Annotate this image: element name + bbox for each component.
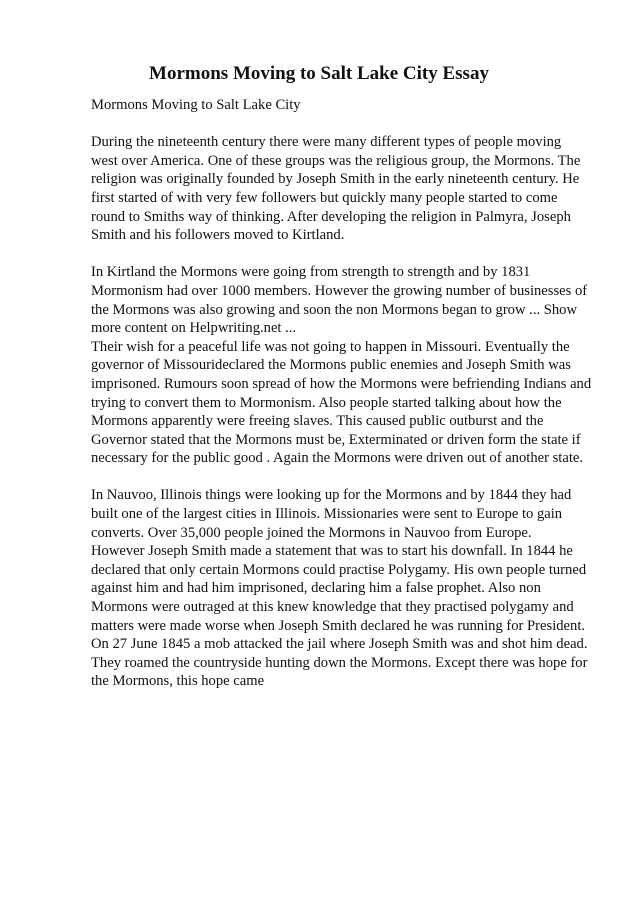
text-line: In Kirtland the Mormons were going from strength to strength and by 1831: [91, 264, 531, 281]
text-line: However Joseph Smith made a statement that was to start his downfall. In 1844 he: [91, 543, 573, 560]
text-line: against him and had him imprisoned, declaring him a false prophet. Also non: [91, 580, 541, 597]
text-line: During the nineteenth century there were many different types of people moving: [91, 134, 562, 151]
text-line: Mormons were outraged at this knew knowledge that they practised polygamy and: [91, 599, 574, 616]
text-line: first started of with very few followers but quickly many people started to come: [91, 189, 558, 206]
paragraph-2: [91, 263, 591, 337]
text-line: converts. Over 35,000 people joined the Mormons in Nauvoo from Europe.: [91, 524, 532, 541]
text-line: governor of Missourideclared the Mormons public enemies and Joseph Smith was: [91, 357, 571, 374]
text-line: round to Smiths way of thinking. After developing the religion in Palmyra, Joseph: [91, 208, 571, 225]
text-line: declared that only certain Mormons could practise Polygamy. His own people turned: [91, 561, 587, 578]
text-line: imprisoned. Rumours soon spread of how the Mormons were befriending Indians and: [91, 375, 592, 392]
text-line: Smith and his followers moved to Kirtland.: [91, 227, 345, 244]
essay-subtitle: Mormons Moving to Salt Lake City: [91, 97, 301, 113]
text-line: the Mormons, this hope came: [91, 673, 265, 690]
page-title: Mormons Moving to Salt Lake City Essay: [149, 63, 489, 84]
text-line: trying to convert them to Mormonism. Also people started talking about how the: [91, 394, 562, 411]
paragraph-3: [91, 338, 591, 468]
text-line: Mormons apparently were freeing slaves. This caused public outburst and the: [91, 413, 544, 430]
paragraph-1: [91, 133, 591, 245]
text-line: Governor stated that the Mormons must be, Exterminated or driven form the state if: [91, 431, 581, 448]
text-line: built one of the largest cities in Illinois. Missionaries were sent to Europe to gain: [91, 506, 563, 523]
paragraph-4: [91, 486, 591, 691]
text-line: Mormonism had over 1000 members. However the growing number of businesses of: [91, 282, 588, 299]
essay-body: [91, 96, 591, 710]
text-line: Their wish for a peaceful life was not going to happen in Missouri. Eventually the: [91, 338, 570, 355]
text-line: They roamed the countryside hunting down the Mormons. Except there was hope for: [91, 654, 588, 671]
text-line: On 27 June 1845 a mob attacked the jail where Joseph Smith was and shot him dead.: [91, 636, 588, 653]
text-line: more content on Helpwriting.net ...: [91, 320, 297, 337]
text-line: west over America. One of these groups was the religious group, the Mormons. The: [91, 152, 581, 169]
text-line: In Nauvoo, Illinois things were looking up for the Mormons and by 1844 they had: [91, 487, 572, 504]
text-line: religion was originally founded by Joseph Smith in the early nineteenth century. He: [91, 171, 580, 188]
text-line: the Mormons was also growing and soon the non Mormons began to grow ... Show: [91, 301, 578, 318]
text-line: necessary for the public good . Again the Mormons were driven out of another state.: [91, 450, 583, 467]
text-line: matters were made worse when Joseph Smith declared he was running for President.: [91, 617, 586, 634]
